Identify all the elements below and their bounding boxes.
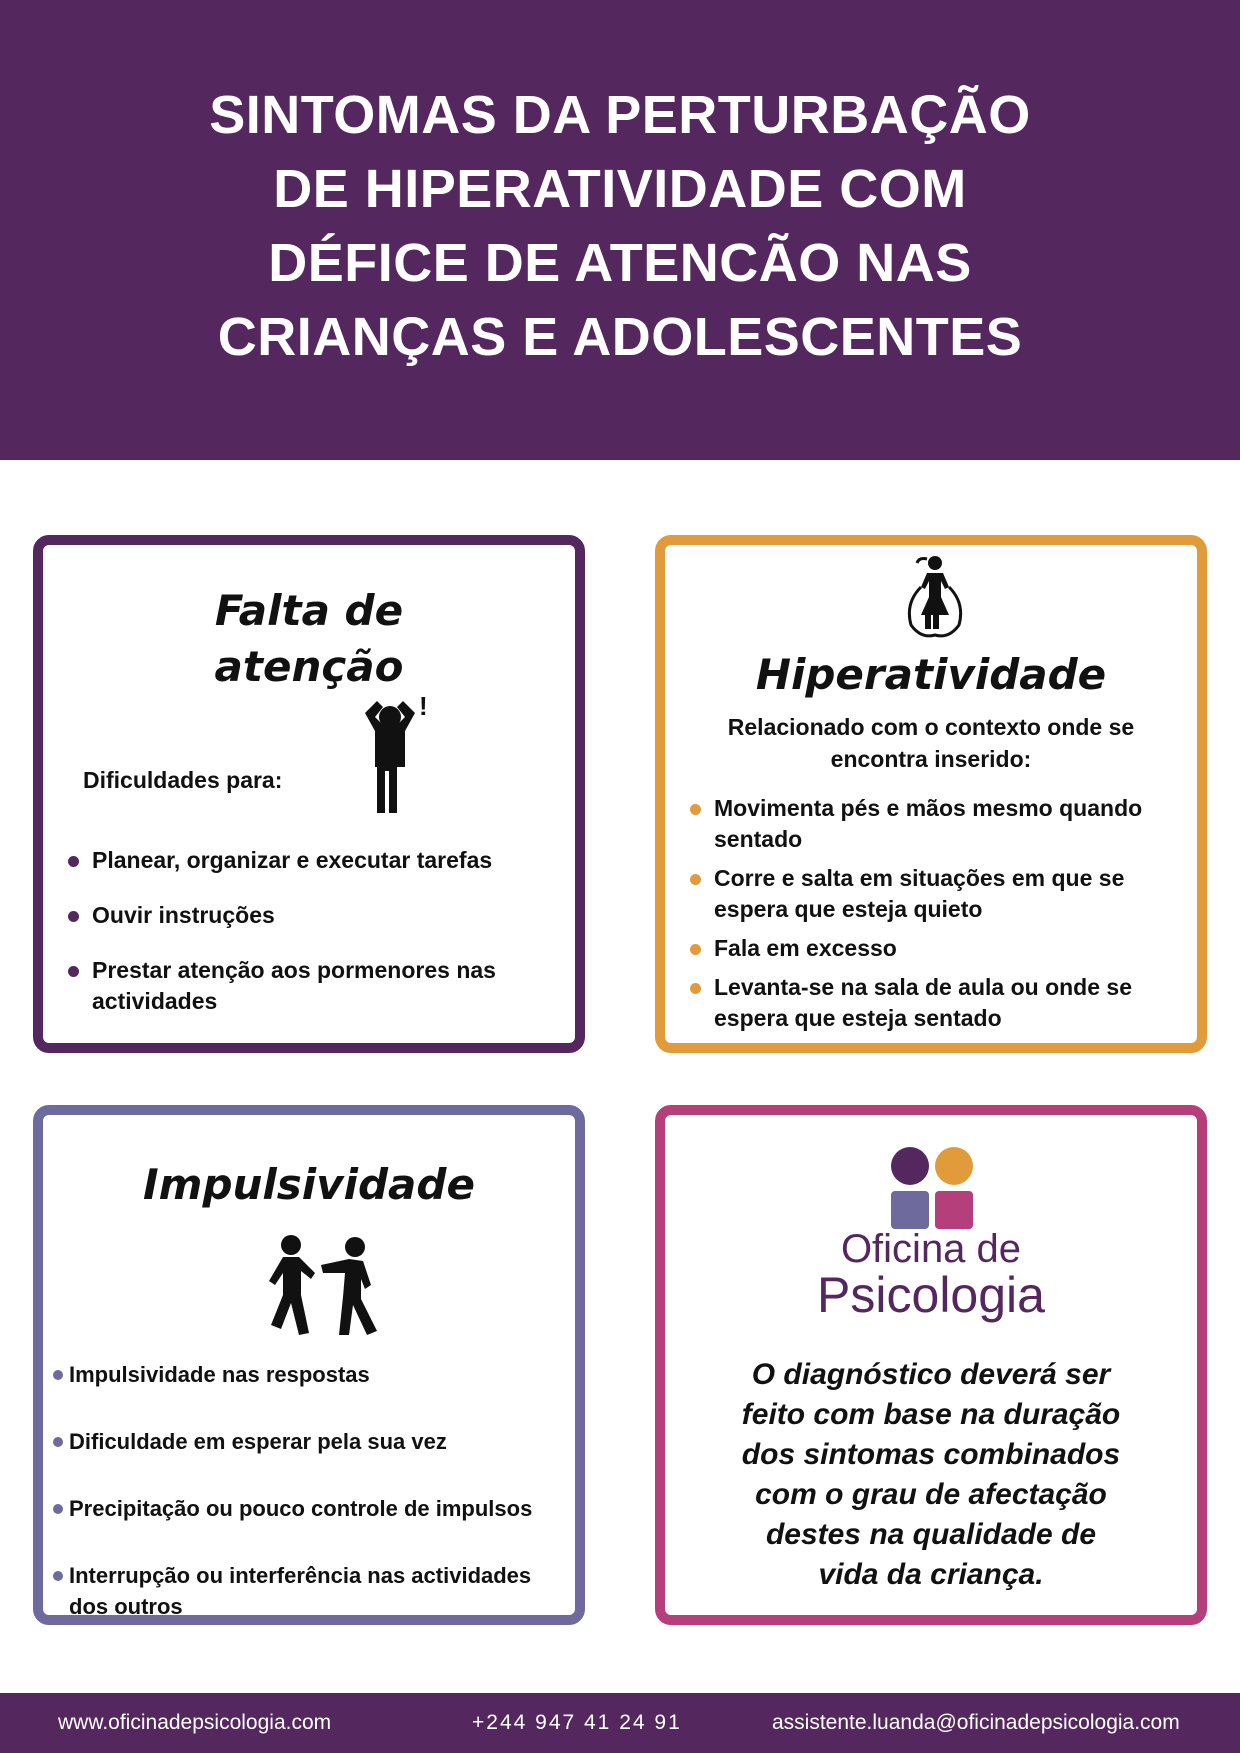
list-item: Impulsividade nas respostas	[53, 1359, 573, 1390]
diagnosis-text: O diagnóstico deverá ser feito com base na duração dos sintomas combinados com o grau de afectação destes na qualidade de vida da criança.	[741, 1358, 1121, 1591]
attention-list	[68, 845, 548, 1041]
impulsivity-list	[53, 1359, 573, 1622]
bullet-icon	[68, 856, 79, 867]
bullet-icon	[53, 1437, 63, 1447]
list-item: Movimenta pés e mãos mesmo quando sentado	[690, 793, 1170, 855]
attention-subtitle: Dificuldades para:	[83, 767, 283, 793]
confused-person-icon	[355, 695, 445, 825]
bullet-icon	[690, 944, 701, 955]
list-item: Interrupção ou interferência nas actividades dos outros	[53, 1560, 573, 1622]
email-link[interactable]: assistente.luanda@oficinadepsicologia.com	[772, 1711, 1180, 1734]
bullet-icon	[68, 966, 79, 977]
list-item: Ouvir instruções	[68, 900, 548, 931]
list-item: Planear, organizar e executar tarefas	[68, 845, 548, 876]
hyperactivity-list	[690, 793, 1170, 1042]
jump-rope-girl-icon	[903, 553, 967, 639]
list-item: Levanta-se na sala de aula ou onde se espera que esteja sentado	[690, 972, 1170, 1034]
list-item: Fala em excesso	[690, 933, 1170, 964]
bullet-icon	[53, 1370, 63, 1380]
brand-name-line1: Oficina de	[840, 1227, 1022, 1271]
attention-title-line1: Falta de	[214, 586, 404, 635]
impulsivity-title: Impulsividade	[143, 1160, 475, 1209]
list-item: Prestar atenção aos pormenores nas actividades	[68, 955, 548, 1017]
list-item: Corre e salta em situações em que se espera que esteja quieto	[690, 863, 1170, 925]
bullet-icon	[53, 1504, 63, 1514]
logo-card	[655, 1105, 1207, 1625]
hyperactivity-title: Hiperatividade	[755, 650, 1107, 699]
bullet-icon	[690, 874, 701, 885]
attention-title-line2: atenção	[214, 642, 404, 691]
page-title: SINTOMAS DA PERTURBAÇÃO DE HIPERATIVIDADE COM DÉFICE DE ATENCÃO NAS CRIANÇAS E ADOLESCENTES	[209, 85, 1031, 367]
attention-title	[43, 583, 575, 695]
brand-name-line2: Psicologia	[817, 1267, 1045, 1323]
impulsivity-card	[33, 1105, 585, 1625]
bullet-icon	[68, 911, 79, 922]
bullet-icon	[690, 983, 701, 994]
pushing-people-icon	[265, 1233, 385, 1343]
hyperactivity-subtitle: Relacionado com o contexto onde se encontra inserido:	[727, 714, 1135, 772]
bullet-icon	[53, 1571, 63, 1581]
list-item: Precipitação ou pouco controle de impulsos	[53, 1493, 573, 1524]
exclamation-mark: !	[419, 695, 428, 721]
attention-card	[33, 535, 585, 1053]
bullet-icon	[690, 804, 701, 815]
list-item: Dificuldade em esperar pela sua vez	[53, 1426, 573, 1457]
footer	[0, 1693, 1240, 1753]
phone-number[interactable]: +244 947 41 24 91	[472, 1711, 682, 1734]
header-banner	[0, 0, 1240, 460]
brand-logo-icon	[891, 1147, 973, 1229]
hyperactivity-card	[655, 535, 1207, 1053]
website-link[interactable]: www.oficinadepsicologia.com	[58, 1711, 332, 1734]
